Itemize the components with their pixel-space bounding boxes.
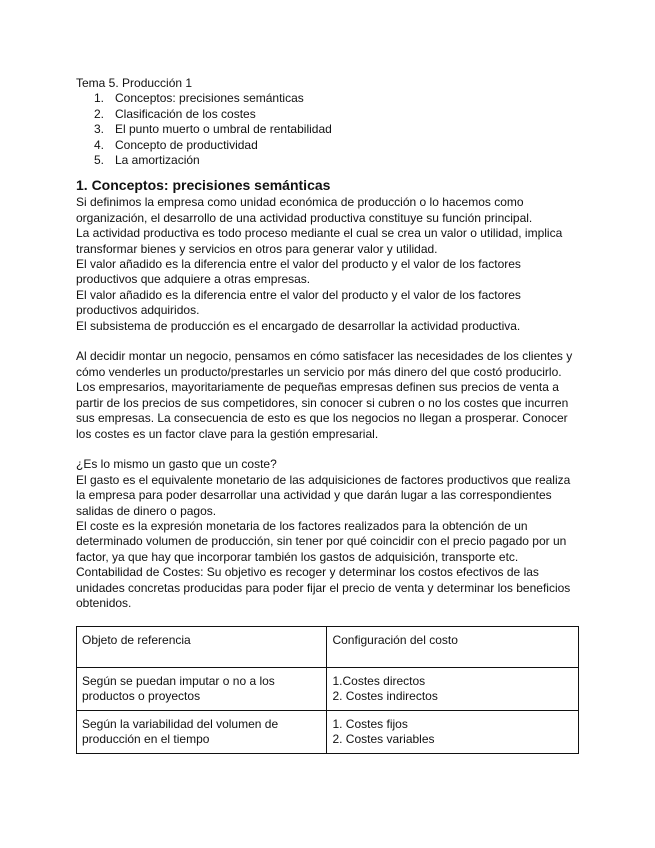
document-title: Tema 5. Producción 1 [76, 76, 193, 90]
blank-line [76, 442, 582, 457]
topic-item [76, 153, 582, 168]
topic-text: Concepto de productividad [115, 137, 258, 152]
document-page [76, 76, 582, 754]
header-objeto: Objeto de referencia [77, 627, 327, 668]
row-configuration [327, 668, 579, 711]
config-line: 2. Costes variables [332, 732, 435, 747]
contabilidad-paragraph: Contabilidad de Costes: Su objetivo es recoger y determinar los costos efectivos de las unidades concretas producidas para poder fijar el precio de venta y determinar los beneficios obtenidos. [76, 565, 571, 610]
negocio-paragraph: Al decidir montar un negocio, pensamos en cómo satisfacer las necesidades de los clientes y cómo venderles un producto/prestarles un servicio por más dinero del que costó producirlo. Los empresarios, mayoritariamente de pequeñas empresas definen sus precios de venta a partir de los precios de sus competidores, sin conocer si cubren o no los costes que incurren sus empresas. La consecuencia de esto es que los negocios no llegan a prosperar. Conocer los costes es un factor clave para la gestión empresarial. [76, 349, 573, 441]
config-line: 2. Costes indirectos [332, 689, 438, 704]
table-row [77, 711, 579, 754]
topic-number: 4. [94, 137, 105, 152]
topic-text: La amortización [115, 153, 200, 168]
config-line: 1. Costes fijos [332, 717, 408, 732]
topic-item [76, 107, 582, 122]
subsistema-paragraph: El subsistema de producción es el encargado de desarrollar la actividad productiva. [76, 318, 521, 333]
topic-number: 5. [94, 153, 105, 168]
costs-table [76, 626, 579, 754]
header-configuracion: Configuración del costo [327, 627, 579, 668]
blank-line [76, 334, 582, 349]
topic-item [76, 91, 582, 106]
topic-text: Conceptos: precisiones semánticas [115, 91, 304, 106]
topic-text: El punto muerto o umbral de rentabilidad [115, 122, 332, 137]
row-configuration [327, 711, 579, 754]
table-header-row [77, 627, 579, 668]
valor-anadido-paragraph-2: El valor añadido es la diferencia entre el valor del producto y el valor de los factores productivos adquiridos. [76, 287, 521, 318]
config-line: 1.Costes directos [332, 674, 426, 689]
valor-anadido-paragraph: El valor añadido es la diferencia entre el valor del producto y el valor de los factores productivos que adquiere a otras empresas. [76, 257, 521, 287]
topic-list [76, 91, 582, 168]
coste-paragraph: El coste es la expresión monetaria de los factores realizados para la obtención de un determinado volumen de producción, sin tener por qué coincidir con el precio pagado por un factor, ya que hay que incorporar también los gastos de adquisición, transporte etc. [76, 518, 567, 564]
row-reference: Según la variabilidad del volumen de producción en el tiempo [77, 711, 327, 754]
empresa-paragraph: Si definimos la empresa como unidad económica de producción o lo hacemos como organización, el desarrollo de una actividad productiva constituye su función principal. [76, 195, 533, 225]
topic-number: 2. [94, 106, 105, 121]
topic-number: 3. [94, 122, 105, 137]
table-row [77, 668, 579, 711]
question-line: ¿Es lo mismo un gasto que un coste? [76, 457, 277, 472]
topic-item [76, 122, 582, 137]
topic-number: 1. [94, 91, 105, 106]
section-heading: 1. Conceptos: precisiones semánticas [76, 177, 331, 194]
topic-text: Clasificación de los costes [115, 106, 256, 121]
actividad-productiva-paragraph: La actividad productiva es todo proceso mediante el cual se crea un valor o utilidad, implica transformar bienes y servicios en otros para generar valor y utilidad. [76, 226, 563, 256]
row-reference: Según se puedan imputar o no a los productos o proyectos [77, 668, 327, 711]
topic-item [76, 138, 582, 153]
gasto-paragraph: El gasto es el equivalente monetario de las adquisiciones de factores productivos que realiza la empresa para poder desarrollar una actividad y que darán lugar a las correspondientes salidas de dinero o pagos. [76, 472, 571, 518]
